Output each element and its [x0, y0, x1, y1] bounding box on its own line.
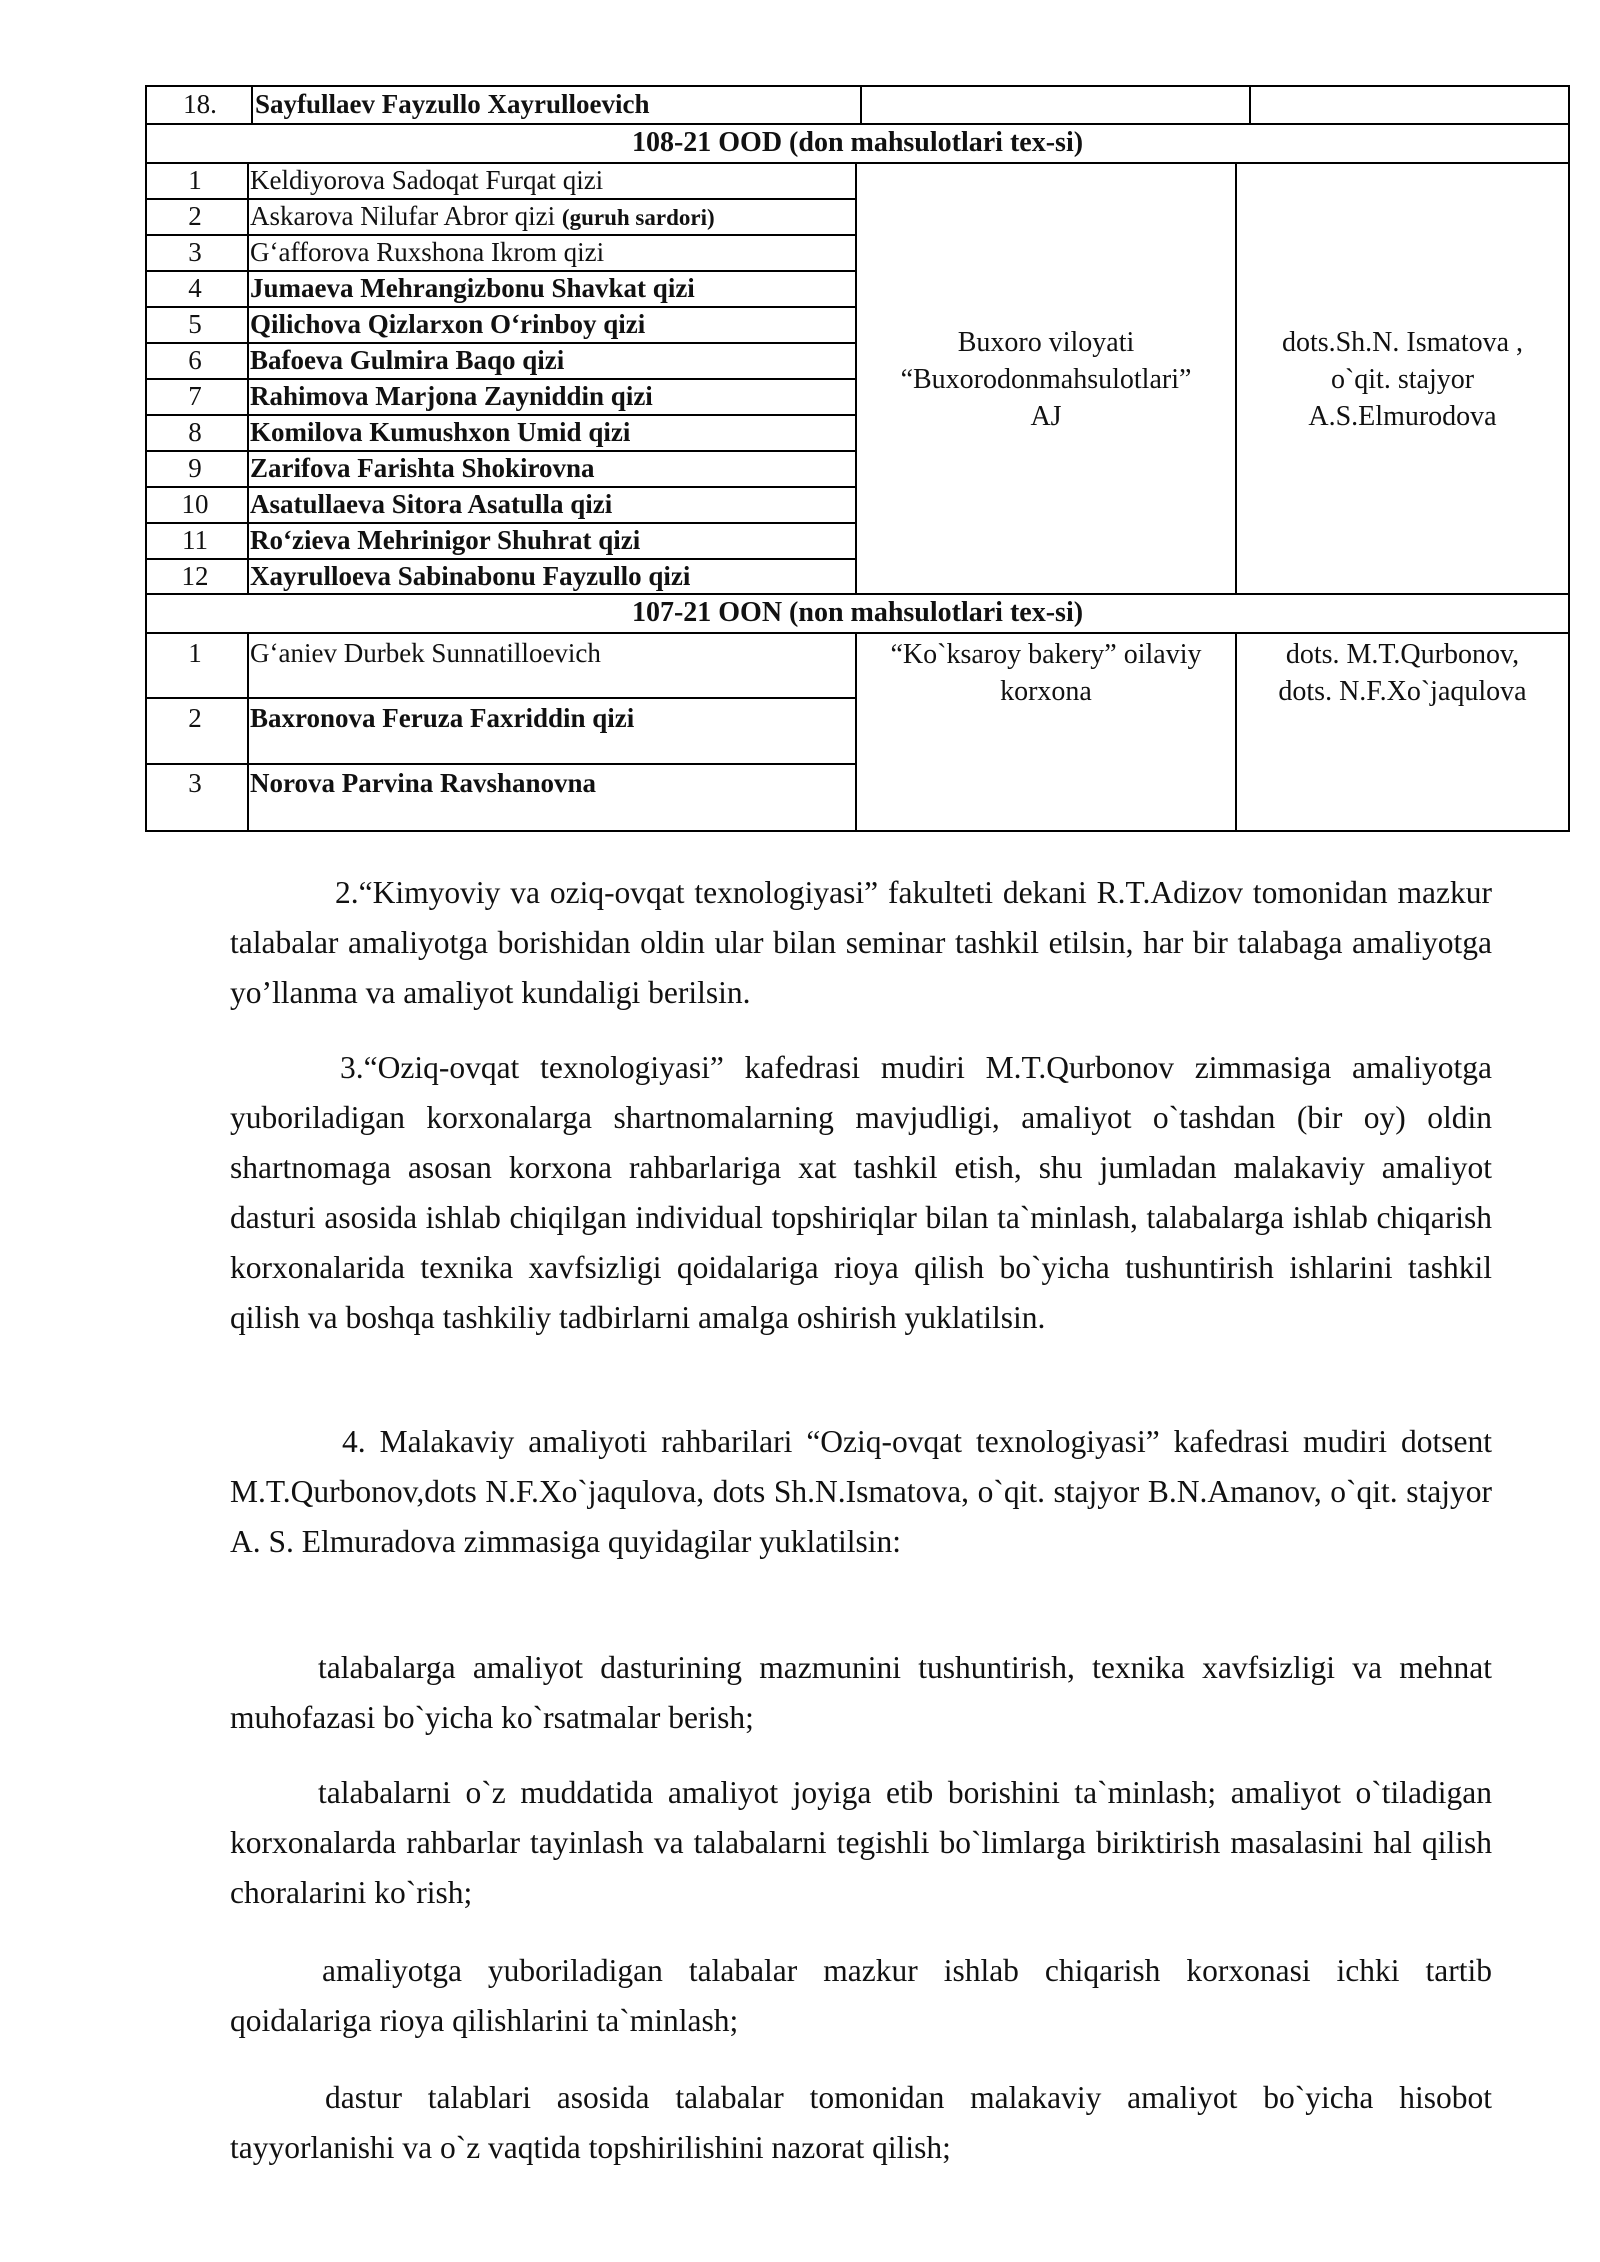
practice-place-line: Buxoro viloyati: [957, 327, 1135, 358]
student-name: Komilova Kumushxon Umid qizi: [250, 417, 631, 447]
table-border: [247, 632, 249, 830]
table-border: [145, 123, 1570, 125]
paragraph-3: 3.“Oziq-ovqat texnologiyasi” kafedrasi mudiri M.T.Qurbonov zimmasiga amaliyotga yuboriladigan korxonalarga shartnomalarning mavjudligi, amaliyot o`tashdan (bir oy) oldin shartnomaga asosan korxona rahbarlariga xat tashkil etish, shu jumladan malakaviy amaliyot dasturi asosida ishlab chiqilgan individual topshiriqlar bilan ta`minlash, talabalarga ishlab chiqarish korxonalarida texnika xavfsizligi qoidalariga rioya qilish bo`yicha tushuntirish ishlarini tashkil qilish va boshqa tashkiliy tadbirlarni amalga oshirish yuklatilsin.: [230, 1050, 1492, 1335]
row-number: 6: [188, 345, 202, 375]
duty-item-2: talabalarni o`z muddatida amaliyot joyiga etib borishini ta`minlash; amaliyot o`tiladigan korxonalarda rahbarlar tayinlash va talabalarni tegishli bo`limlarga biriktirish masalasini hal qilish choralarini ko`rish;: [230, 1775, 1492, 1910]
table-border: [251, 85, 253, 123]
supervisors: [1237, 324, 1568, 435]
row-number: 18.: [183, 89, 217, 119]
row-divider: [145, 486, 855, 488]
row-number: 1: [188, 638, 202, 668]
row-number: 3: [188, 237, 202, 267]
student-name: Baxronova Feruza Faxriddin qizi: [250, 703, 635, 733]
student-name: Bafoeva Gulmira Baqo qizi: [250, 345, 565, 375]
row-divider: [145, 378, 855, 380]
row-divider: [145, 198, 855, 200]
supervisor-line: o`qit. stajyor: [1330, 364, 1475, 395]
table-border: [1249, 85, 1251, 123]
table-border: [145, 632, 1570, 634]
student-name: Keldiyorova Sadoqat Furqat qizi: [250, 165, 604, 195]
row-number: 2: [188, 201, 202, 231]
student-name: Zarifova Farishta Shokirovna: [250, 453, 595, 483]
group-leader-note: (guruh sardori): [561, 205, 715, 230]
student-name: Norova Parvina Ravshanovna: [250, 768, 597, 798]
student-name: Qilichova Qizlarxon O‘rinboy qizi: [250, 309, 646, 339]
supervisor-line: dots. M.T.Qurbonov,: [1285, 639, 1520, 670]
row-number: 8: [188, 417, 202, 447]
student-name: G‘aniev Durbek Sunnatilloevich: [250, 638, 601, 668]
row-number: 5: [188, 309, 202, 339]
row-number: 2: [188, 703, 202, 733]
row-divider: [145, 234, 855, 236]
student-name: Rahimova Marjona Zayniddin qizi: [250, 381, 653, 411]
row-divider: [145, 763, 855, 765]
student-name: Sayfullaev Fayzullo Xayrulloevich: [255, 89, 650, 119]
table-border: [1568, 85, 1570, 832]
supervisor-line: dots.Sh.N. Ismatova ,: [1281, 327, 1524, 358]
practice-assignment-table: [145, 85, 1570, 832]
table-border: [145, 830, 1570, 832]
student-name: Jumaeva Mehrangizbonu Shavkat qizi: [250, 273, 695, 303]
practice-place-line: korxona: [1000, 676, 1092, 707]
student-name: Asatullaeva Sitora Asatulla qizi: [250, 489, 613, 519]
supervisors: [1237, 636, 1568, 710]
student-name: G‘afforova Ruxshona Ikrom qizi: [250, 237, 605, 267]
group-header: 108-21 OOD (don mahsulotlari tex-si): [631, 127, 1084, 158]
practice-place: [857, 636, 1235, 710]
row-number: 4: [188, 273, 202, 303]
practice-place-line: “Buxorodonmahsulotlari”: [900, 364, 1192, 395]
practice-place-line: AJ: [1030, 401, 1062, 432]
row-number: 9: [188, 453, 202, 483]
row-number: 10: [181, 489, 209, 519]
student-name-row: [250, 201, 715, 233]
duty-item-3: amaliyotga yuboriladigan talabalar mazkur ishlab chiqarish korxonasi ichki tartib qoidalariga rioya qilishlarini ta`minlash;: [230, 1953, 1492, 2038]
practice-place-line: “Ko`ksaroy bakery” oilaviy: [890, 639, 1202, 670]
group-header: 107-21 OON (non mahsulotlari tex-si): [631, 597, 1084, 628]
row-number: 3: [188, 768, 202, 798]
student-name: Xayrulloeva Sabinabonu Fayzullo qizi: [250, 561, 691, 591]
row-number: 7: [188, 381, 202, 411]
student-name: Ro‘zieva Mehrinigor Shuhrat qizi: [250, 525, 641, 555]
row-divider: [145, 342, 855, 344]
duty-item-1: talabalarga amaliyot dasturining mazmunini tushuntirish, texnika xavfsizligi va mehnat muhofazasi bo`yicha ko`rsatmalar berish;: [230, 1650, 1492, 1735]
row-divider: [145, 697, 855, 699]
row-divider: [145, 522, 855, 524]
student-name: Askarova Nilufar Abror qizi: [250, 201, 556, 231]
row-number: 1: [188, 165, 202, 195]
row-divider: [145, 414, 855, 416]
paragraph-4: 4. Malakaviy amaliyoti rahbarilari “Oziq-ovqat texnologiyasi” kafedrasi mudiri dotsent M.T.Qurbonov,dots N.F.Xo`jaqulova, dots Sh.N.Ismatova, o`qit. stajyor B.N.Amanov, o`qit. stajyor A. S. Elmuradova zimmasiga quyidagilar yuklatilsin:: [230, 1424, 1492, 1559]
row-number: 12: [181, 561, 209, 591]
row-divider: [145, 306, 855, 308]
supervisor-line: dots. N.F.Xo`jaqulova: [1278, 676, 1527, 707]
supervisor-line: A.S.Elmurodova: [1308, 401, 1497, 432]
table-border: [145, 85, 1570, 87]
row-divider: [145, 270, 855, 272]
table-border: [860, 85, 862, 123]
table-border: [145, 162, 1570, 164]
row-divider: [145, 558, 855, 560]
practice-place: [857, 324, 1235, 435]
paragraph-2: 2.“Kimyoviy va oziq-ovqat texnologiyasi” fakulteti dekani R.T.Adizov tomonidan mazkur talabalar amaliyotga borishidan oldin ular bilan seminar tashkil etilsin, har bir talabaga amaliyotga yo’llanma va amaliyot kundaligi berilsin.: [230, 875, 1492, 1010]
row-number: 11: [182, 525, 208, 555]
duty-item-4: dastur talablari asosida talabalar tomonidan malakaviy amaliyot bo`yicha hisobot tayyorlanishi va o`z vaqtida topshirilishini nazorat qilish;: [230, 2080, 1492, 2165]
table-border: [145, 593, 1570, 595]
row-divider: [145, 450, 855, 452]
